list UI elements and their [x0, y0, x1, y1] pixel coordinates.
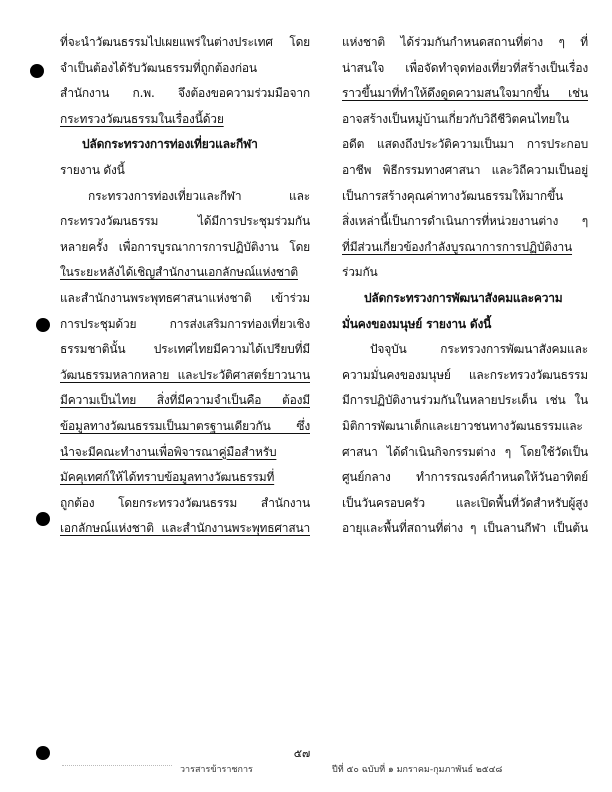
left-column-line: กระทรวงวัฒนธรรม ได้มีการประชุมร่วมกัน	[60, 214, 310, 229]
left-column-line: สำนักงาน ก.พ. จึงต้องขอความร่วมมือจาก	[60, 86, 310, 101]
issue-info: ปีที่ ๕๐ ฉบับที่ ๑ มกราคม-กุมภาพันธ์ ๒๕๔๘	[332, 765, 503, 775]
left-column-line: การประชุมด้วย การส่งเสริมการท่องเที่ยวเชิง	[60, 316, 310, 331]
publication-name: วารสารข้าราชการ	[180, 765, 253, 775]
left-column-line: ที่จะนำวัฒนธรรมไปเผยแพร่ในต่างประเทศ โดย	[60, 35, 310, 49]
left-column-line: จำเป็นต้องได้รับวัฒนธรรมที่ถูกต้องก่อน	[60, 60, 257, 75]
right-column-line: อายุและพื้นที่สถานที่ต่าง ๆ เป็นลานกีฬา เป็นต้น	[342, 521, 588, 536]
left-column-line: และสำนักงานพระพุทธศาสนาแห่งชาติ เข้าร่วม	[60, 290, 310, 305]
left-column-line: มีความเป็นไทย สิ่งที่มีความจำเป็นคือ ต้องมี	[60, 393, 310, 408]
punch-hole	[30, 64, 44, 78]
right-column-line: อาจสร้างเป็นหมู่บ้านเกี่ยวกับวิถีชีวิตคนไทยใน	[342, 111, 570, 126]
left-column-line: เอกลักษณ์แห่งชาติ และสำนักงานพระพุทธศาสนา	[60, 521, 310, 536]
right-column-line: แห่งชาติ ได้ร่วมกันกำหนดสถานที่ต่าง ๆ ที่	[342, 35, 588, 49]
left-column-line: รายงาน ดังนี้	[60, 162, 125, 177]
right-column-line: อดีต แสดงถึงประวัติความเป็นมา การประกอบ	[342, 137, 588, 152]
right-column-line: ร่วมกัน	[342, 265, 378, 280]
right-column-line: ปัจจุบัน กระทรวงการพัฒนาสังคมและ	[370, 342, 588, 357]
left-column	[60, 30, 310, 542]
punch-hole	[36, 318, 50, 332]
left-column-line: นำจะมีคณะทำงานเพื่อพิจารณาคู่มือสำหรับ	[60, 444, 277, 459]
page-number: ๕๗	[293, 747, 311, 760]
right-column-line: มิติการพัฒนาเด็กและเยาวชนทางวัฒนธรรมและ	[342, 418, 583, 433]
left-column-line: วัฒนธรรมหลากหลาย และประวัติศาสตร์ยาวนาน	[60, 367, 310, 382]
right-column-line: ศาสนา ได้ดำเนินกิจกรรมต่าง ๆ โดยใช้วัดเป็น	[342, 444, 588, 459]
right-column-line: มั่นคงของมนุษย์ รายงาน ดังนี้	[342, 316, 492, 331]
left-column-line: ในระยะหลังได้เชิญสำนักงานเอกลักษณ์แห่งชาติ	[60, 265, 298, 280]
left-column-line: ถูกต้อง โดยกระทรวงวัฒนธรรม สำนักงาน	[60, 495, 310, 510]
right-column	[342, 30, 588, 542]
right-column-line: ศูนย์กลาง ทำการรณรงค์กำหนดให้วันอาทิตย์	[342, 470, 588, 485]
left-column-line: ธรรมชาตินั้น ประเทศไทยมีความได้เปรียบที่มี	[60, 342, 310, 357]
punch-hole	[36, 512, 50, 526]
left-column-line: ปลัดกระทรวงการท่องเที่ยวและกีฬา	[82, 137, 258, 152]
right-column-line: น่าสนใจ เพื่อจัดทำจุดท่องเที่ยวที่สร้างเป็นเรื่อง	[342, 60, 588, 75]
right-column-line: มีการปฏิบัติงานร่วมกันในหลายประเด็น เช่น ใน	[342, 393, 588, 408]
left-column-line: มัคคุเทศก์ให้ได้ทราบข้อมูลทางวัฒนธรรมที่	[60, 470, 275, 485]
right-column-line: ราวขึ้นมาที่ทำให้ดึงดูดความสนใจมากขึ้น เช่น	[342, 86, 588, 101]
right-column-line: เป็นวันครอบครัว และเปิดพื้นที่วัดสำหรับผู้สูง	[342, 495, 588, 510]
page-footer	[0, 732, 612, 792]
right-column-line: เป็นการสร้างคุณค่าทางวัฒนธรรมให้มากขึ้น	[342, 188, 563, 203]
left-column-line: กระทรวงวัฒนธรรมในเรื่องนี้ด้วย	[60, 111, 224, 126]
right-column-line: ความมั่นคงของมนุษย์ และกระทรวงวัฒนธรรม	[342, 367, 588, 382]
right-column-line: ปลัดกระทรวงการพัฒนาสังคมและความ	[364, 290, 563, 305]
scan-noise	[62, 765, 172, 766]
right-column-line: สิ่งเหล่านี้เป็นการดำเนินการที่หน่วยงานต่าง ๆ	[342, 214, 588, 229]
left-column-line: ข้อมูลทางวัฒนธรรมเป็นมาตรฐานเดียวกัน ซึ่ง	[60, 418, 310, 433]
right-column-line: อาชีพ พิธีกรรมทางศาสนา และวิถีความเป็นอยู่	[342, 162, 588, 177]
left-column-line: หลายครั้ง เพื่อการบูรณาการการปฏิบัติงาน โดย	[60, 239, 310, 254]
right-column-line: ที่มีส่วนเกี่ยวข้องกำลังบูรณาการการปฏิบัติงาน	[342, 239, 573, 254]
left-column-line: กระทรวงการท่องเที่ยวและกีฬา และ	[88, 188, 310, 203]
